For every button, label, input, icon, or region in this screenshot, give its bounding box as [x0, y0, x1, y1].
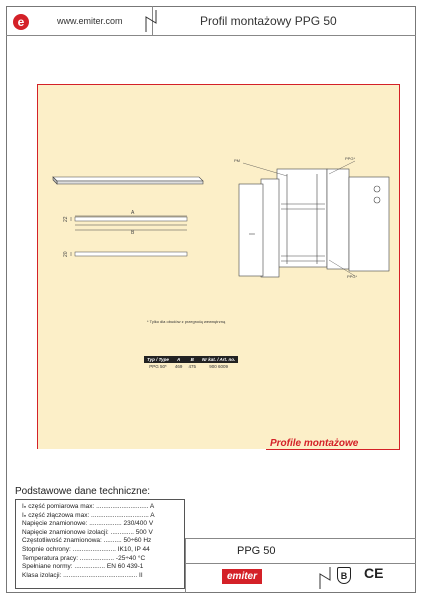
list-item: Stopnie ochrony: ........................ IK10, IP 44	[22, 545, 150, 553]
spec-header-b: B	[185, 356, 199, 363]
rail-dimension-view	[71, 216, 187, 256]
b-certification-icon: B	[337, 567, 351, 584]
dim-b-label: B	[131, 230, 135, 236]
list-item: Napięcie znamionowe: .................. 230/400 V	[22, 520, 154, 528]
label-ppg-bottom: PPG*	[347, 274, 358, 279]
footnote: * Tylko dla obudów z przegrodą wewnętrzną	[147, 319, 226, 324]
red-label-line	[266, 449, 400, 450]
table-row	[144, 363, 238, 370]
list-item: Iₙ część pomiarowa max: ............................. A	[22, 503, 155, 510]
rail-perspective-view	[53, 177, 203, 184]
spec-cell-a: 469	[174, 364, 183, 369]
document-title: Profil montażowy PPG 50	[200, 14, 337, 28]
footer-vertical-divider	[185, 538, 186, 593]
spec-cell-type: PPG 50*	[149, 364, 167, 369]
cabinet-drawing	[239, 169, 389, 277]
spec-cell-b: 475	[188, 364, 196, 369]
technical-data-title: Podstawowe dane techniczne:	[15, 486, 151, 497]
dim-a-label: A	[131, 210, 135, 216]
list-item: Częstotliwość znamionowa: .......... 50÷60 Hz	[22, 537, 152, 545]
spec-cell-artno: 900 6009	[209, 364, 229, 369]
red-border-right	[399, 84, 400, 449]
footer-mid-divider	[185, 563, 416, 564]
spec-table	[144, 356, 238, 370]
emiter-logo-icon: e	[13, 14, 29, 30]
technical-drawing	[37, 84, 399, 449]
lightning-slash-icon	[144, 9, 158, 33]
dim-20-label: 20	[63, 251, 69, 257]
label-pm: PM	[234, 158, 240, 163]
section-label-profile: Profile montażowe	[270, 438, 359, 449]
list-item: Temperatura pracy: ................... -25÷40 °C	[22, 554, 146, 562]
header-divider	[6, 35, 416, 36]
label-ppg-top: PPG*	[345, 156, 356, 161]
dim-22-label: 22	[63, 216, 69, 222]
lightning-slash-icon	[318, 566, 332, 590]
spec-header-a: A	[172, 356, 186, 363]
list-item: Napięcie znamionowe izolacji: ............. 500 V	[22, 528, 153, 536]
model-name: PPG 50	[237, 545, 276, 557]
technical-data-list	[22, 503, 155, 580]
list-item: Spełniane normy: ................. EN 60 439-1	[22, 563, 144, 571]
spec-header-artno: Nr kat. / Art. no.	[199, 356, 238, 363]
website-url: www.emiter.com	[57, 16, 123, 26]
spec-header-type: Typ / Type	[144, 356, 172, 363]
spec-table-header-row	[144, 356, 238, 363]
list-item: Klasa izolacji: ......................................... II	[22, 571, 143, 579]
footer-top-divider	[185, 538, 416, 539]
ce-mark-icon: CE	[364, 565, 384, 581]
brand-logo: emiter	[222, 569, 262, 584]
list-item: Iₙ część złączowa max: ................................ A	[22, 511, 155, 519]
